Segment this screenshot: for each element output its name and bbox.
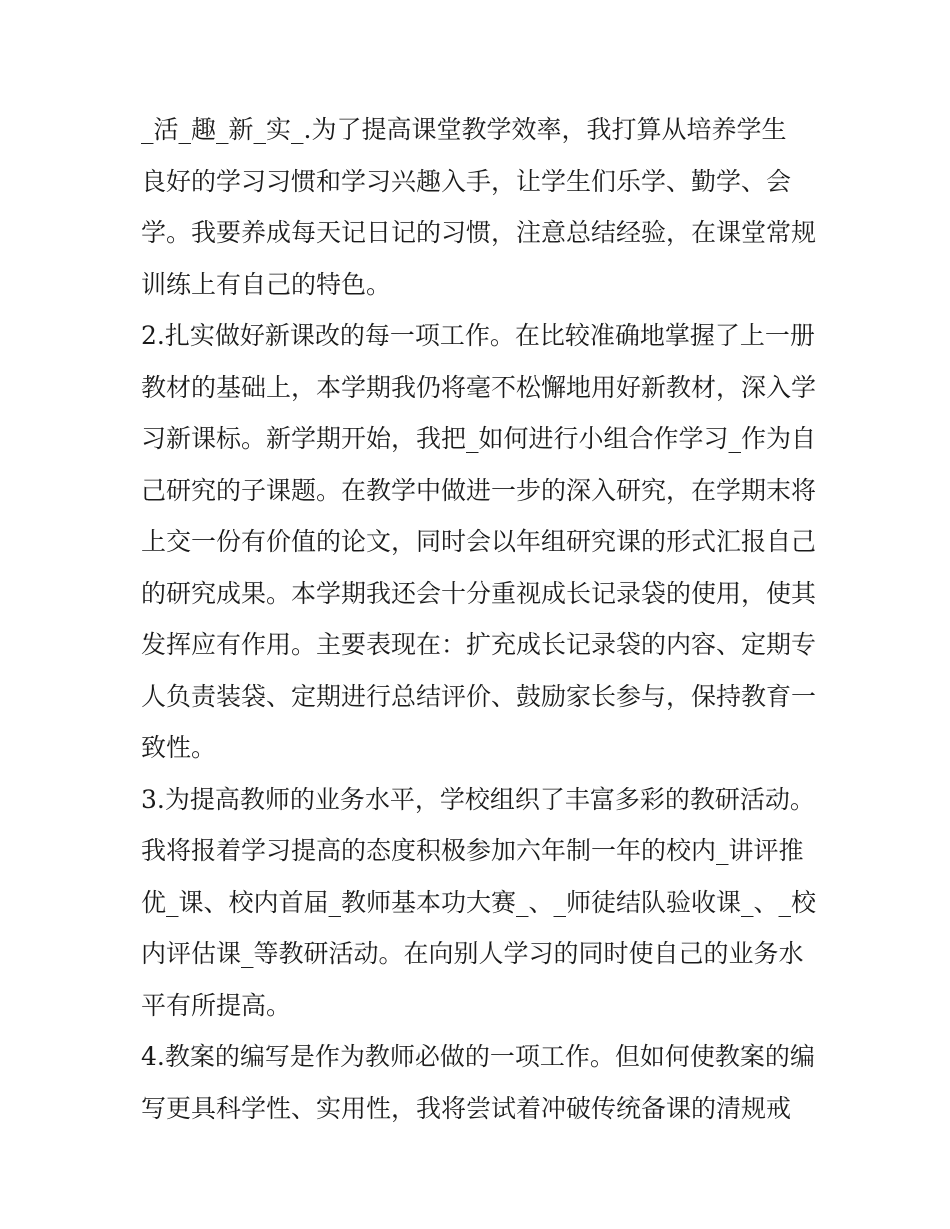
text-line: 教材的基础上，本学期我仍将毫不松懈地用好新教材，深入学 bbox=[141, 372, 817, 402]
text-line: 的研究成果。本学期我还会十分重视成长记录袋的使用，使其 bbox=[141, 578, 817, 608]
text-line: 写更具科学性、实用性，我将尝试着冲破传统备课的清规戒 bbox=[141, 1093, 792, 1123]
text-line: 4.教案的编写是作为教师必做的一项工作。但如何使教案的编 bbox=[141, 1042, 815, 1071]
text-line: 学。我要养成每天记日记的习惯，注意总结经验，在课堂常规 bbox=[141, 218, 817, 247]
text-line: 2.扎实做好新课改的每一项工作。在比较准确地掌握了上一册 bbox=[141, 321, 815, 350]
text-line: 平有所提高。 bbox=[141, 990, 292, 1020]
text-line: 训练上有自己的特色。 bbox=[141, 269, 392, 299]
text-line: 优_课、校内首届_教师基本功大赛_、_师徒结队验收课_、_校 bbox=[141, 887, 817, 917]
text-line: 习新课标。新学期开始，我把_如何进行小组合作学习_作为自 bbox=[141, 424, 817, 453]
text-line: 发挥应有作用。主要表现在：扩充成长记录袋的内容、定期专 bbox=[141, 630, 817, 659]
text-line: 良好的学习习惯和学习兴趣入手，让学生们乐学、勤学、会 bbox=[141, 166, 792, 196]
text-line: 人负责装袋、定期进行总结评价、鼓励家长参与，保持教育一 bbox=[141, 681, 817, 711]
text-line: 内评估课_等教研活动。在向别人学习的同时使自己的业务水 bbox=[141, 939, 804, 968]
text-line: _活_趣_新_实_.为了提高课堂教学效率，我打算从培养学生 bbox=[141, 115, 787, 144]
text-line: 我将报着学习提高的态度积极参加六年制一年的校内_讲评推 bbox=[141, 836, 804, 865]
text-line: 致性。 bbox=[141, 733, 217, 762]
text-line: 3.为提高教师的业务水平，学校组织了丰富多彩的教研活动。 bbox=[141, 784, 815, 814]
text-line: 上交一份有价值的论文，同时会以年组研究课的形式汇报自己 bbox=[141, 527, 817, 556]
body-text bbox=[141, 104, 831, 1134]
text-line: 己研究的子课题。在教学中做进一步的深入研究，在学期末将 bbox=[141, 475, 817, 505]
